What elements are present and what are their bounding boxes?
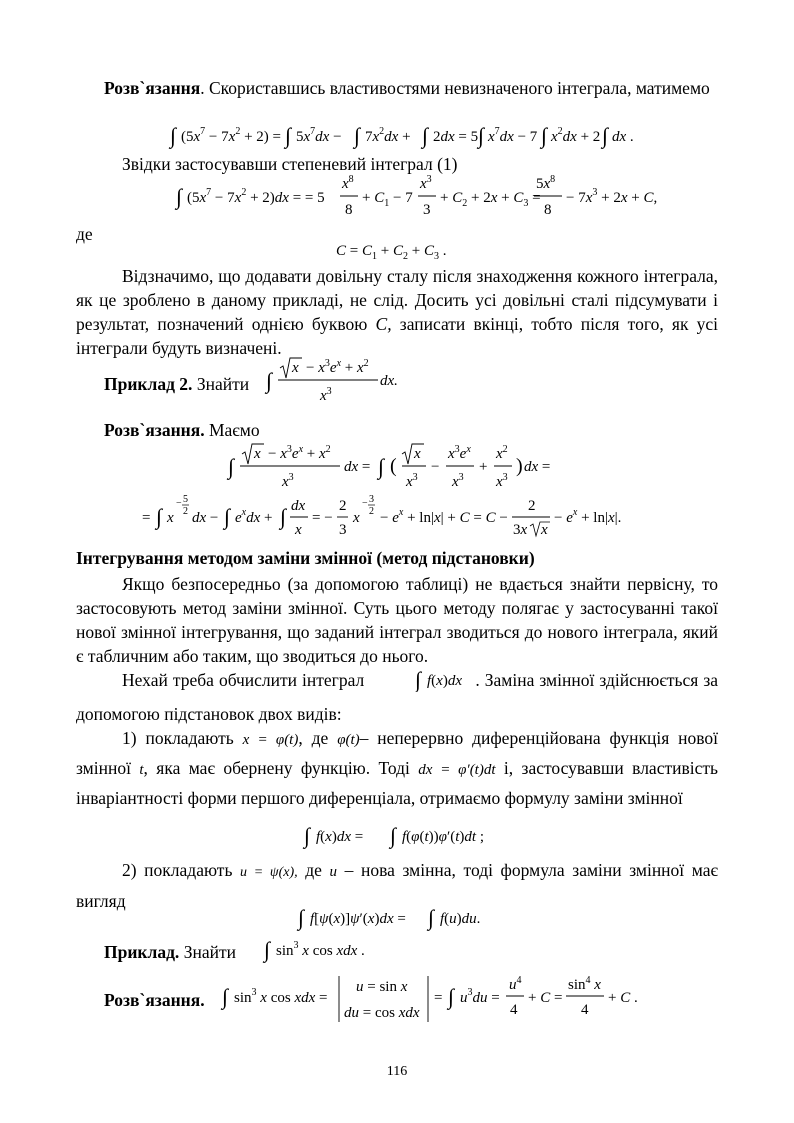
svg-text:): ) — [516, 455, 523, 477]
svg-text:∫: ∫ — [304, 823, 311, 848]
item-2-text-a: 2) покладають — [122, 860, 233, 880]
svg-text:=: = — [434, 990, 443, 1006]
equation-constants — [336, 238, 466, 267]
solution-2-label: Розв`язання. — [104, 420, 205, 440]
svg-text:x3: $x^3$ — [406, 472, 418, 490]
section-heading: Інтегрування методом заміни змінної (метод підстановки) — [76, 548, 535, 568]
page-number: 116 — [386, 1064, 408, 1079]
svg-text:− ex + ln|x| + C = C −: − $e^x + \ln|x| + C = C$ − — [380, 507, 508, 526]
svg-text:∫: ∫ — [224, 504, 231, 529]
example-2-label: Приклад 2. — [104, 374, 193, 394]
equation-linearity — [170, 124, 640, 155]
svg-text:2dx = 5: 2dx = 5 — [433, 129, 479, 145]
svg-text:f[ψ(x)]ψ′(x)dx =: f[ψ(x)]ψ′(x)dx = — [310, 911, 406, 927]
constants-remark-paragraph — [76, 264, 718, 360]
svg-text:(5x7 − 7x2 + 2) =: $(5x^7 - 7x^2 + 2)$ = — [181, 126, 281, 145]
svg-text:∫: ∫ — [422, 123, 429, 148]
svg-text:dx .: dx . — [612, 129, 634, 145]
item-1-text-e: і, застосувавши властивість інваріантності форми першого диференціала, отримаємо формулу заміни змінної — [76, 758, 718, 808]
svg-text:∫: ∫ — [266, 368, 273, 393]
svg-text:dx =: dx = — [344, 459, 371, 475]
svg-text:2: 2 — [183, 506, 188, 517]
substitution-intro-paragraph: Якщо безпосередньо (за допомогою таблиці) не вдається знайти первісну, то застосовують метод заміни змінної. Суть цього методу полягає у застосуванні такої нової змінної інтегрування, що заданий інтеграл зводиться до нового інтеграла, який є табличним або таким, що зводиться до нього. — [76, 574, 718, 666]
svg-text:x: x — [353, 510, 360, 526]
svg-text:x: x — [292, 360, 299, 376]
svg-text:(5x7 − 7x2 + 2)dx = = 5: $(5x^7 - 7x^2 + 2)dx$ = = 5 — [187, 187, 325, 206]
svg-text:C = C1 + C2 + C3 .: $C = C_1 + C_2 + C_3$ . — [336, 243, 447, 262]
where-label: де — [76, 224, 93, 244]
svg-text:− ex + ln|x|.: − $e^x + \ln|x|$. — [554, 507, 622, 526]
svg-text:x2dx + 2: $x^2dx + 2$ — [551, 126, 601, 145]
svg-text:exdx +: $e^xdx$ + — [235, 507, 273, 526]
equation-solution-2-line-2 — [142, 494, 662, 547]
svg-text:+ C =: + C = — [528, 990, 563, 1006]
power-rule-paragraph: Звідки застосувавши степеневий інтеграл (1) — [122, 154, 458, 174]
svg-text:dx: dx — [291, 498, 306, 514]
svg-text:8: 8 — [345, 202, 353, 218]
svg-text:= −: = − — [312, 510, 333, 526]
equation-solution-3 — [222, 972, 652, 1033]
svg-text:2: 2 — [528, 498, 536, 514]
svg-text:+ C1 − 7: + $C_1 - 7$ — [362, 190, 413, 209]
svg-text:x8: $x^8$ — [342, 174, 354, 192]
svg-text:5x8: $5x^8$ — [536, 174, 556, 192]
svg-text:u = sin x: u = sin x — [356, 979, 408, 995]
svg-text:sin3 x cos xdx =: $\sin^3 x$ cos xdx = — [234, 987, 328, 1006]
example-3-text: Знайти — [183, 942, 236, 962]
equation-substitution-2 — [298, 906, 518, 937]
formula-x-phi-t: x = φ(t) — [242, 732, 299, 748]
svg-text:8: 8 — [544, 202, 552, 218]
task-text-a: Нехай треба обчислити інтеграл — [122, 670, 365, 690]
svg-text:∫: ∫ — [285, 123, 292, 148]
svg-text:x2: $x^2$ — [496, 444, 508, 462]
equation-substitution-1 — [304, 824, 524, 855]
svg-text:3x: 3x — [513, 522, 528, 538]
formula-phi-t: φ(t) — [337, 732, 360, 748]
item-1-text-b: , де — [298, 728, 329, 748]
svg-text:f(x)dx =: f(x)dx = — [316, 829, 364, 845]
remark-tail: записати вкінці, тобто після того, як усі інтеграли будуть визначені. — [76, 314, 719, 358]
svg-text:− x3ex + x2: − $x^3e^x + x^2$ — [268, 444, 331, 462]
svg-text:x: x — [254, 446, 261, 462]
svg-text:x3: $x^3$ — [496, 472, 508, 490]
equation-example-3 — [264, 938, 404, 969]
svg-text:sin4 x: $\sin^4 x$ — [568, 975, 601, 993]
item-2-text-c: – нова змінна, тоді формула заміни змінної має вигляд — [76, 860, 718, 911]
svg-text:∫: ∫ — [541, 123, 548, 148]
svg-text:2: 2 — [369, 506, 374, 517]
svg-text:x: x — [167, 510, 174, 526]
svg-text:x3ex: $x^3e^x$ — [448, 444, 471, 462]
svg-text:5x7dx −: $5x^7dx$ − — [296, 126, 342, 145]
svg-text:x: x — [414, 446, 421, 462]
formula-dx-dt: dx = φ′(t)dt — [418, 762, 496, 778]
svg-text:7x2dx +: $7x^2dx$ + — [365, 126, 411, 145]
svg-text:+ C2 + 2x + C3 =: + $C_2 + 2x + C_3$ = — [440, 190, 541, 209]
formula-u: u — [329, 864, 338, 880]
task-text-b: . Заміна змінної здійснюється за допомогою підстановок двох видів: — [76, 670, 719, 724]
svg-text:∫: ∫ — [415, 668, 422, 692]
remark-variable: C, — [375, 314, 392, 334]
svg-text:3: 3 — [369, 494, 374, 505]
svg-text:u3du =: $u^3du$ = — [460, 987, 500, 1006]
svg-text:sin3 x cos xdx .: $\sin^3 x$ cos xdx . — [276, 940, 365, 959]
svg-text:x3: $x^3$ — [452, 472, 464, 490]
item-2-text-b: де — [305, 860, 322, 880]
svg-text:∫: ∫ — [478, 123, 485, 148]
item-1-text-d: , яка має обернену функцію. Тоді — [143, 758, 410, 778]
formula-u-psi-x: u = ψ(x), — [240, 865, 298, 880]
svg-text:∫: ∫ — [354, 123, 361, 148]
svg-text:∫: ∫ — [428, 905, 435, 930]
svg-text:∫: ∫ — [170, 123, 177, 148]
solution-2-text: Маємо — [208, 420, 260, 440]
item-1-text-a: 1) покладають — [122, 728, 234, 748]
svg-text:+: + — [479, 459, 488, 475]
svg-text:∫: ∫ — [176, 184, 183, 209]
svg-text:5: 5 — [183, 494, 188, 505]
svg-text:2: 2 — [339, 498, 347, 514]
integral-f-inline — [369, 668, 475, 700]
solution-3-label: Розв`язання. — [104, 990, 205, 1010]
svg-text:3: 3 — [339, 522, 347, 538]
svg-text:∫: ∫ — [280, 504, 287, 529]
solution-label: Розв`язання — [104, 78, 201, 98]
svg-text:∫: ∫ — [602, 123, 609, 148]
svg-text:∫: ∫ — [390, 823, 397, 848]
equation-solution-2-line-1 — [228, 442, 551, 501]
svg-text:=: = — [142, 510, 151, 526]
svg-text:∫: ∫ — [156, 504, 163, 529]
svg-text:x3: $x^3$ — [320, 386, 332, 404]
remark-text: Відзначимо, що додавати довільну сталу після знаходження кожного інтеграла, як це зроблено в даному прикладі, не слід. Досить усі довільні сталі підсумувати і результат, позначений однією буквою — [76, 266, 718, 334]
svg-text:dx −: dx − — [192, 510, 219, 526]
svg-text:x7dx − 7: $x^7dx - 7$ — [488, 126, 538, 145]
solution-2-heading — [76, 418, 718, 442]
svg-text:−: − — [176, 498, 182, 509]
svg-text:x: x — [541, 522, 548, 538]
svg-text:−: − — [431, 459, 440, 475]
formula-t: t — [139, 762, 144, 778]
svg-text:−: − — [362, 498, 368, 509]
svg-text:∫: ∫ — [228, 454, 235, 479]
svg-text:4: 4 — [510, 1002, 518, 1018]
svg-text:x3: $x^3$ — [282, 472, 294, 490]
substitution-type-1 — [76, 724, 718, 812]
svg-text:∫: ∫ — [298, 905, 305, 930]
svg-text:+ C .: + C . — [608, 990, 638, 1006]
svg-text:3: 3 — [423, 202, 431, 218]
svg-text:f(x)dx: f(x)dx — [427, 673, 463, 689]
svg-text:− 7x3 + 2x + C,: − $7x^3 + 2x + C$, — [566, 187, 658, 206]
svg-text:f(u)du.: f(u)du. — [440, 911, 481, 927]
svg-text:− x3ex + x2: − $x^3e^x + x^2$ — [306, 358, 369, 376]
example-2-text: Знайти — [196, 374, 250, 394]
svg-text:f(φ(t))φ′(t)dt ;: f(φ(t))φ′(t)dt ; — [402, 829, 485, 845]
svg-text:∫: ∫ — [222, 984, 229, 1009]
item-1-text-c: – неперервно диференційована функція нової змінної — [76, 728, 719, 778]
svg-text:dx.: dx. — [380, 373, 398, 389]
equation-example-2 — [266, 356, 426, 417]
svg-text:(: ( — [390, 455, 397, 477]
svg-text:dx =: dx = — [524, 459, 551, 475]
svg-text:∫: ∫ — [378, 454, 385, 479]
equation-power-rule — [176, 174, 676, 225]
solution-paragraph-1 — [76, 76, 718, 100]
svg-text:u4: $u^4$ — [509, 975, 522, 993]
svg-text:∫: ∫ — [264, 937, 271, 962]
svg-text:du = cos xdx: du = cos xdx — [344, 1005, 420, 1021]
svg-text:4: 4 — [581, 1002, 589, 1018]
svg-text:∫: ∫ — [448, 984, 455, 1009]
solution-text: . Скориставшись властивостями невизначеного інтеграла, матимемо — [200, 78, 710, 98]
svg-text:x3: $x^3$ — [420, 174, 432, 192]
substitution-task-paragraph — [76, 666, 718, 728]
example-3-label: Приклад. — [104, 942, 180, 962]
svg-text:x: x — [295, 522, 302, 538]
